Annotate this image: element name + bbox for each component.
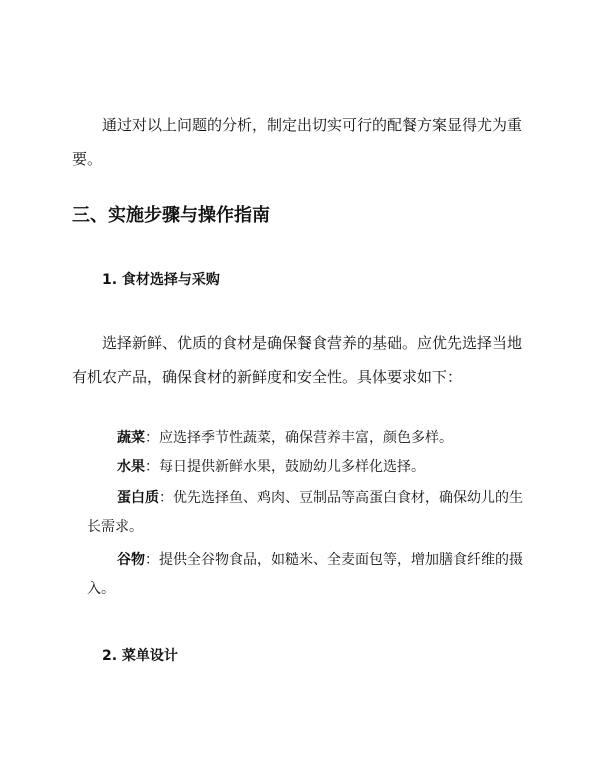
item-text: ：每日提供新鲜水果，鼓励幼儿多样化选择。 <box>145 459 425 475</box>
subsection-2-heading: 2. 菜单设计 <box>102 648 178 664</box>
section-3-heading: 三、实施步骤与操作指南 <box>72 205 270 226</box>
intro-paragraph: 通过对以上问题的分析，制定出切实可行的配餐方案显得尤为重要。 <box>72 116 523 168</box>
item-label: 谷物 <box>117 552 145 568</box>
item-text: ：应选择季节性蔬菜，确保营养丰富，颜色多样。 <box>145 430 453 446</box>
list-item-fruits <box>87 453 534 482</box>
list-item-protein <box>87 484 534 542</box>
list-item-grains <box>87 546 534 604</box>
subsection-1-heading: 1. 食材选择与采购 <box>102 272 220 288</box>
item-label: 水果 <box>117 459 145 475</box>
list-item-vegetables <box>87 424 534 453</box>
item-label: 蔬菜 <box>117 430 145 446</box>
item-text: ：优先选择鱼、鸡肉、豆制品等高蛋白食材，确保幼儿的生长需求。 <box>87 490 523 535</box>
item-label: 蛋白质 <box>117 490 159 506</box>
item-text: ：提供全谷物食品，如糙米、全麦面包等，增加膳食纤维的摄入。 <box>87 552 523 597</box>
food-selection-paragraph: 选择新鲜、优质的食材是确保餐食营养的基础。应优先选择当地有机农产品，确保食材的新鲜度和安全性。具体要求如下： <box>72 334 523 386</box>
